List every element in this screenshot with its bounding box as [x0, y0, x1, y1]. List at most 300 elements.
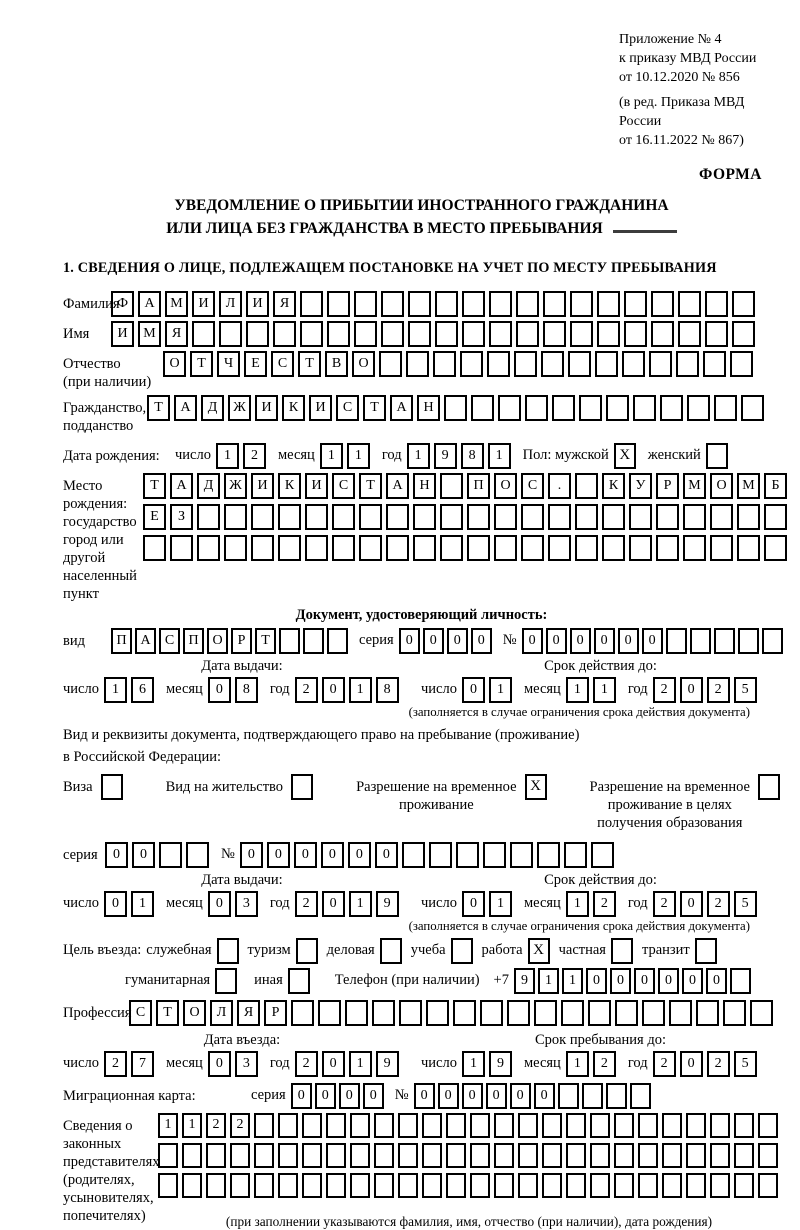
char-cell[interactable]: 1: [216, 443, 239, 469]
char-cell[interactable]: И: [251, 473, 274, 499]
char-cell[interactable]: 7: [131, 1051, 154, 1077]
char-cell[interactable]: [738, 628, 759, 654]
char-cell[interactable]: Т: [255, 628, 276, 654]
char-cell[interactable]: [582, 1083, 603, 1109]
char-cell[interactable]: [548, 535, 571, 561]
char-cell[interactable]: С: [271, 351, 294, 377]
char-cell[interactable]: [386, 535, 409, 561]
char-cell[interactable]: [332, 504, 355, 530]
char-cell[interactable]: [278, 504, 301, 530]
temp-residence-education-checkbox[interactable]: [758, 774, 780, 800]
char-cell[interactable]: [558, 1083, 579, 1109]
char-cell[interactable]: [494, 1173, 514, 1198]
char-cell[interactable]: [590, 1113, 610, 1138]
char-cell[interactable]: 9: [376, 891, 399, 917]
char-cell[interactable]: [494, 1143, 514, 1168]
char-cell[interactable]: К: [602, 473, 625, 499]
char-cell[interactable]: П: [467, 473, 490, 499]
char-cell[interactable]: [734, 1143, 754, 1168]
char-cell[interactable]: [489, 321, 512, 347]
char-cell[interactable]: [764, 535, 787, 561]
char-cell[interactable]: 0: [680, 1051, 703, 1077]
char-cell[interactable]: К: [282, 395, 305, 421]
char-cell[interactable]: [575, 535, 598, 561]
char-cell[interactable]: [575, 473, 598, 499]
char-cell[interactable]: Б: [764, 473, 787, 499]
char-cell[interactable]: 0: [321, 842, 344, 868]
char-cell[interactable]: 0: [315, 1083, 336, 1109]
char-cell[interactable]: 0: [322, 677, 345, 703]
char-cell[interactable]: 0: [658, 968, 679, 994]
char-cell[interactable]: 0: [570, 628, 591, 654]
char-cell[interactable]: [521, 535, 544, 561]
char-cell[interactable]: [182, 1143, 202, 1168]
char-cell[interactable]: [251, 535, 274, 561]
char-cell[interactable]: 2: [707, 1051, 730, 1077]
char-cell[interactable]: [206, 1173, 226, 1198]
char-cell[interactable]: [487, 351, 510, 377]
char-cell[interactable]: [638, 1113, 658, 1138]
char-cell[interactable]: 2: [295, 677, 318, 703]
char-cell[interactable]: 9: [489, 1051, 512, 1077]
char-cell[interactable]: .: [548, 473, 571, 499]
char-cell[interactable]: [345, 1000, 368, 1026]
char-cell[interactable]: [422, 1143, 442, 1168]
char-cell[interactable]: [291, 1000, 314, 1026]
char-cell[interactable]: [678, 321, 701, 347]
char-cell[interactable]: [575, 504, 598, 530]
char-cell[interactable]: 1: [349, 1051, 372, 1077]
char-cell[interactable]: [246, 321, 269, 347]
char-cell[interactable]: 1: [593, 677, 616, 703]
char-cell[interactable]: [254, 1173, 274, 1198]
purpose-business-checkbox[interactable]: [380, 938, 402, 964]
char-cell[interactable]: [426, 1000, 449, 1026]
char-cell[interactable]: 3: [235, 1051, 258, 1077]
sex-male-checkbox[interactable]: X: [614, 443, 636, 469]
char-cell[interactable]: [462, 321, 485, 347]
char-cell[interactable]: Р: [264, 1000, 287, 1026]
char-cell[interactable]: [440, 535, 463, 561]
char-cell[interactable]: 1: [104, 677, 127, 703]
char-cell[interactable]: [734, 1173, 754, 1198]
char-cell[interactable]: [561, 1000, 584, 1026]
char-cell[interactable]: [406, 351, 429, 377]
char-cell[interactable]: О: [163, 351, 186, 377]
char-cell[interactable]: 6: [131, 677, 154, 703]
char-cell[interactable]: Т: [359, 473, 382, 499]
char-cell[interactable]: [590, 1173, 610, 1198]
char-cell[interactable]: [666, 628, 687, 654]
char-cell[interactable]: [642, 1000, 665, 1026]
char-cell[interactable]: [683, 504, 706, 530]
char-cell[interactable]: [440, 473, 463, 499]
char-cell[interactable]: [197, 504, 220, 530]
char-cell[interactable]: [354, 291, 377, 317]
char-cell[interactable]: [305, 535, 328, 561]
char-cell[interactable]: Т: [298, 351, 321, 377]
char-cell[interactable]: [662, 1113, 682, 1138]
char-cell[interactable]: 0: [240, 842, 263, 868]
char-cell[interactable]: 0: [375, 842, 398, 868]
char-cell[interactable]: 0: [208, 677, 231, 703]
char-cell[interactable]: 8: [376, 677, 399, 703]
char-cell[interactable]: [197, 535, 220, 561]
char-cell[interactable]: 1: [182, 1113, 202, 1138]
char-cell[interactable]: 0: [363, 1083, 384, 1109]
char-cell[interactable]: [332, 535, 355, 561]
char-cell[interactable]: [705, 291, 728, 317]
char-cell[interactable]: 0: [462, 891, 485, 917]
char-cell[interactable]: [254, 1113, 274, 1138]
char-cell[interactable]: [494, 504, 517, 530]
purpose-transit-checkbox[interactable]: [695, 938, 717, 964]
char-cell[interactable]: Л: [219, 291, 242, 317]
char-cell[interactable]: 0: [267, 842, 290, 868]
char-cell[interactable]: 5: [734, 677, 757, 703]
char-cell[interactable]: Ж: [228, 395, 251, 421]
char-cell[interactable]: О: [710, 473, 733, 499]
char-cell[interactable]: [159, 842, 182, 868]
char-cell[interactable]: 1: [566, 891, 589, 917]
char-cell[interactable]: [537, 842, 560, 868]
char-cell[interactable]: И: [111, 321, 134, 347]
char-cell[interactable]: 2: [295, 1051, 318, 1077]
char-cell[interactable]: [460, 351, 483, 377]
char-cell[interactable]: С: [336, 395, 359, 421]
char-cell[interactable]: [686, 1173, 706, 1198]
char-cell[interactable]: [372, 1000, 395, 1026]
char-cell[interactable]: Я: [237, 1000, 260, 1026]
char-cell[interactable]: 2: [707, 891, 730, 917]
char-cell[interactable]: 1: [566, 677, 589, 703]
char-cell[interactable]: [399, 1000, 422, 1026]
char-cell[interactable]: С: [332, 473, 355, 499]
char-cell[interactable]: [566, 1173, 586, 1198]
char-cell[interactable]: В: [325, 351, 348, 377]
char-cell[interactable]: [649, 351, 672, 377]
char-cell[interactable]: 1: [131, 891, 154, 917]
char-cell[interactable]: [359, 504, 382, 530]
char-cell[interactable]: [541, 351, 564, 377]
char-cell[interactable]: [453, 1000, 476, 1026]
char-cell[interactable]: [614, 1143, 634, 1168]
char-cell[interactable]: [758, 1143, 778, 1168]
char-cell[interactable]: [350, 1173, 370, 1198]
char-cell[interactable]: 0: [522, 628, 543, 654]
char-cell[interactable]: [318, 1000, 341, 1026]
char-cell[interactable]: [602, 504, 625, 530]
char-cell[interactable]: 1: [407, 443, 430, 469]
char-cell[interactable]: [278, 1173, 298, 1198]
char-cell[interactable]: 0: [594, 628, 615, 654]
char-cell[interactable]: А: [135, 628, 156, 654]
char-cell[interactable]: [552, 395, 575, 421]
char-cell[interactable]: [564, 842, 587, 868]
char-cell[interactable]: [638, 1143, 658, 1168]
char-cell[interactable]: [182, 1173, 202, 1198]
char-cell[interactable]: [651, 321, 674, 347]
char-cell[interactable]: [192, 321, 215, 347]
char-cell[interactable]: [326, 1143, 346, 1168]
char-cell[interactable]: [300, 321, 323, 347]
char-cell[interactable]: [750, 1000, 773, 1026]
char-cell[interactable]: [686, 1143, 706, 1168]
char-cell[interactable]: [614, 1113, 634, 1138]
char-cell[interactable]: И: [246, 291, 269, 317]
char-cell[interactable]: Т: [147, 395, 170, 421]
char-cell[interactable]: [444, 395, 467, 421]
char-cell[interactable]: [732, 291, 755, 317]
char-cell[interactable]: [542, 1143, 562, 1168]
char-cell[interactable]: 0: [634, 968, 655, 994]
char-cell[interactable]: [588, 1000, 611, 1026]
char-cell[interactable]: [398, 1173, 418, 1198]
char-cell[interactable]: [302, 1113, 322, 1138]
char-cell[interactable]: П: [183, 628, 204, 654]
char-cell[interactable]: [300, 291, 323, 317]
char-cell[interactable]: [433, 351, 456, 377]
char-cell[interactable]: [568, 351, 591, 377]
char-cell[interactable]: У: [629, 473, 652, 499]
char-cell[interactable]: [374, 1113, 394, 1138]
char-cell[interactable]: [525, 395, 548, 421]
char-cell[interactable]: [510, 842, 533, 868]
char-cell[interactable]: [595, 351, 618, 377]
char-cell[interactable]: 0: [706, 968, 727, 994]
char-cell[interactable]: [158, 1143, 178, 1168]
char-cell[interactable]: 0: [132, 842, 155, 868]
char-cell[interactable]: [656, 504, 679, 530]
char-cell[interactable]: [696, 1000, 719, 1026]
char-cell[interactable]: 9: [376, 1051, 399, 1077]
char-cell[interactable]: [327, 291, 350, 317]
char-cell[interactable]: [579, 395, 602, 421]
char-cell[interactable]: [676, 351, 699, 377]
char-cell[interactable]: Я: [273, 291, 296, 317]
char-cell[interactable]: 1: [320, 443, 343, 469]
char-cell[interactable]: 2: [653, 1051, 676, 1077]
char-cell[interactable]: 0: [510, 1083, 531, 1109]
char-cell[interactable]: [624, 291, 647, 317]
char-cell[interactable]: 2: [230, 1113, 250, 1138]
char-cell[interactable]: [606, 1083, 627, 1109]
char-cell[interactable]: [687, 395, 710, 421]
char-cell[interactable]: [629, 504, 652, 530]
char-cell[interactable]: [678, 291, 701, 317]
char-cell[interactable]: 2: [593, 891, 616, 917]
char-cell[interactable]: [548, 504, 571, 530]
char-cell[interactable]: [660, 395, 683, 421]
char-cell[interactable]: 0: [462, 1083, 483, 1109]
char-cell[interactable]: Д: [197, 473, 220, 499]
char-cell[interactable]: [543, 321, 566, 347]
char-cell[interactable]: [730, 968, 751, 994]
char-cell[interactable]: [446, 1143, 466, 1168]
char-cell[interactable]: [570, 291, 593, 317]
char-cell[interactable]: [732, 321, 755, 347]
char-cell[interactable]: [413, 535, 436, 561]
char-cell[interactable]: 5: [734, 891, 757, 917]
char-cell[interactable]: 3: [235, 891, 258, 917]
char-cell[interactable]: [662, 1143, 682, 1168]
char-cell[interactable]: [470, 1143, 490, 1168]
char-cell[interactable]: Т: [143, 473, 166, 499]
char-cell[interactable]: 0: [546, 628, 567, 654]
char-cell[interactable]: [542, 1173, 562, 1198]
char-cell[interactable]: [489, 291, 512, 317]
char-cell[interactable]: 0: [322, 1051, 345, 1077]
char-cell[interactable]: [379, 351, 402, 377]
char-cell[interactable]: М: [165, 291, 188, 317]
visa-checkbox[interactable]: [101, 774, 123, 800]
char-cell[interactable]: А: [386, 473, 409, 499]
char-cell[interactable]: 0: [534, 1083, 555, 1109]
char-cell[interactable]: [327, 628, 348, 654]
char-cell[interactable]: М: [737, 473, 760, 499]
char-cell[interactable]: Т: [363, 395, 386, 421]
char-cell[interactable]: [516, 291, 539, 317]
char-cell[interactable]: С: [129, 1000, 152, 1026]
char-cell[interactable]: [710, 1143, 730, 1168]
char-cell[interactable]: 0: [438, 1083, 459, 1109]
purpose-work-checkbox[interactable]: X: [528, 938, 550, 964]
char-cell[interactable]: [714, 395, 737, 421]
char-cell[interactable]: [206, 1143, 226, 1168]
purpose-other-checkbox[interactable]: [288, 968, 310, 994]
char-cell[interactable]: [714, 628, 735, 654]
char-cell[interactable]: [566, 1143, 586, 1168]
char-cell[interactable]: [224, 504, 247, 530]
char-cell[interactable]: [498, 395, 521, 421]
char-cell[interactable]: [669, 1000, 692, 1026]
char-cell[interactable]: Д: [201, 395, 224, 421]
char-cell[interactable]: [656, 535, 679, 561]
purpose-study-checkbox[interactable]: [451, 938, 473, 964]
char-cell[interactable]: [622, 351, 645, 377]
char-cell[interactable]: [494, 1113, 514, 1138]
char-cell[interactable]: [359, 535, 382, 561]
char-cell[interactable]: Я: [165, 321, 188, 347]
char-cell[interactable]: 1: [349, 677, 372, 703]
char-cell[interactable]: [279, 628, 300, 654]
char-cell[interactable]: Е: [244, 351, 267, 377]
char-cell[interactable]: 0: [423, 628, 444, 654]
char-cell[interactable]: 0: [104, 891, 127, 917]
char-cell[interactable]: Н: [417, 395, 440, 421]
char-cell[interactable]: [386, 504, 409, 530]
char-cell[interactable]: [615, 1000, 638, 1026]
char-cell[interactable]: 9: [514, 968, 535, 994]
char-cell[interactable]: 1: [347, 443, 370, 469]
char-cell[interactable]: 1: [462, 1051, 485, 1077]
char-cell[interactable]: [254, 1143, 274, 1168]
char-cell[interactable]: [278, 535, 301, 561]
char-cell[interactable]: [606, 395, 629, 421]
char-cell[interactable]: 2: [707, 677, 730, 703]
char-cell[interactable]: Р: [656, 473, 679, 499]
char-cell[interactable]: Ч: [217, 351, 240, 377]
char-cell[interactable]: М: [138, 321, 161, 347]
char-cell[interactable]: [723, 1000, 746, 1026]
char-cell[interactable]: 0: [618, 628, 639, 654]
char-cell[interactable]: [566, 1113, 586, 1138]
char-cell[interactable]: [303, 628, 324, 654]
char-cell[interactable]: [446, 1113, 466, 1138]
char-cell[interactable]: [494, 535, 517, 561]
char-cell[interactable]: [690, 628, 711, 654]
char-cell[interactable]: [758, 1173, 778, 1198]
char-cell[interactable]: 0: [680, 891, 703, 917]
char-cell[interactable]: [462, 291, 485, 317]
char-cell[interactable]: [518, 1143, 538, 1168]
char-cell[interactable]: 2: [104, 1051, 127, 1077]
blank-underline[interactable]: [613, 230, 677, 233]
char-cell[interactable]: [278, 1113, 298, 1138]
char-cell[interactable]: [440, 504, 463, 530]
char-cell[interactable]: И: [305, 473, 328, 499]
char-cell[interactable]: [170, 535, 193, 561]
char-cell[interactable]: [470, 1113, 490, 1138]
char-cell[interactable]: [381, 291, 404, 317]
char-cell[interactable]: [446, 1173, 466, 1198]
char-cell[interactable]: С: [521, 473, 544, 499]
char-cell[interactable]: 2: [593, 1051, 616, 1077]
char-cell[interactable]: 5: [734, 1051, 757, 1077]
char-cell[interactable]: [398, 1143, 418, 1168]
char-cell[interactable]: [483, 842, 506, 868]
char-cell[interactable]: Н: [413, 473, 436, 499]
char-cell[interactable]: [703, 351, 726, 377]
char-cell[interactable]: [705, 321, 728, 347]
char-cell[interactable]: [638, 1173, 658, 1198]
purpose-business-trip-checkbox[interactable]: [217, 938, 239, 964]
char-cell[interactable]: З: [170, 504, 193, 530]
char-cell[interactable]: [507, 1000, 530, 1026]
char-cell[interactable]: 0: [322, 891, 345, 917]
char-cell[interactable]: [381, 321, 404, 347]
char-cell[interactable]: [422, 1173, 442, 1198]
char-cell[interactable]: И: [309, 395, 332, 421]
char-cell[interactable]: 1: [566, 1051, 589, 1077]
char-cell[interactable]: 1: [488, 443, 511, 469]
char-cell[interactable]: [302, 1173, 322, 1198]
char-cell[interactable]: Л: [210, 1000, 233, 1026]
char-cell[interactable]: [730, 351, 753, 377]
char-cell[interactable]: 2: [653, 677, 676, 703]
residence-permit-checkbox[interactable]: [291, 774, 313, 800]
char-cell[interactable]: [651, 291, 674, 317]
char-cell[interactable]: [219, 321, 242, 347]
char-cell[interactable]: 1: [562, 968, 583, 994]
char-cell[interactable]: [422, 1113, 442, 1138]
char-cell[interactable]: [590, 1143, 610, 1168]
char-cell[interactable]: [518, 1113, 538, 1138]
char-cell[interactable]: 0: [348, 842, 371, 868]
char-cell[interactable]: [480, 1000, 503, 1026]
char-cell[interactable]: 0: [294, 842, 317, 868]
char-cell[interactable]: 0: [291, 1083, 312, 1109]
char-cell[interactable]: 0: [586, 968, 607, 994]
char-cell[interactable]: [398, 1113, 418, 1138]
char-cell[interactable]: [326, 1113, 346, 1138]
char-cell[interactable]: 0: [414, 1083, 435, 1109]
char-cell[interactable]: 1: [489, 677, 512, 703]
char-cell[interactable]: Р: [231, 628, 252, 654]
char-cell[interactable]: [521, 504, 544, 530]
char-cell[interactable]: [543, 291, 566, 317]
char-cell[interactable]: [624, 321, 647, 347]
